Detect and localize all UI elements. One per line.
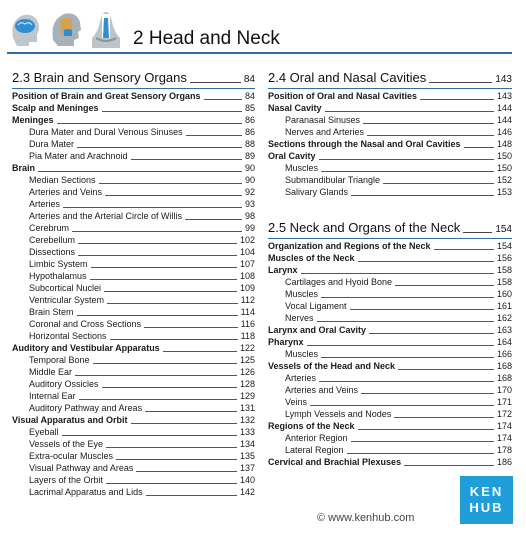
toc-entry-sub[interactable] <box>12 306 255 318</box>
toc-entry-title: Organization and Regions of the Neck <box>268 241 431 251</box>
toc-entry-sub[interactable] <box>12 282 255 294</box>
toc-entry-sub[interactable] <box>12 390 255 402</box>
leader-line <box>394 417 494 418</box>
toc-entry-main[interactable] <box>268 150 512 162</box>
leader-line <box>351 441 494 442</box>
logo-line-1: KEN <box>469 484 504 499</box>
leader-line <box>163 351 237 352</box>
toc-entry-page: 146 <box>496 127 512 137</box>
toc-entry-title: Cervical and Brachial Plexuses <box>268 457 402 467</box>
toc-entry-title: Temporal Bone <box>29 355 90 365</box>
toc-entry-sub[interactable] <box>268 312 512 324</box>
leader-line <box>358 261 494 262</box>
toc-entry-title: Position of Oral and Nasal Cavities <box>268 91 418 101</box>
toc-entry-page: 107 <box>239 259 255 269</box>
toc-entry-sub[interactable] <box>268 348 512 360</box>
toc-entry-title: Auditory and Vestibular Apparatus <box>12 343 160 353</box>
toc-entry-sub[interactable] <box>12 378 255 390</box>
toc-entry-page: 104 <box>239 247 255 257</box>
toc-entry-page: 164 <box>496 337 512 347</box>
toc-entry-page: 132 <box>239 415 255 425</box>
toc-entry-main[interactable] <box>12 102 255 114</box>
toc-entry-sub[interactable] <box>268 300 512 312</box>
leader-line <box>145 411 237 412</box>
leader-line <box>79 399 237 400</box>
section-title: 2.4 Oral and Nasal Cavities <box>268 70 427 85</box>
toc-entry-title: Nerves and Arteries <box>285 127 365 137</box>
leader-line <box>105 195 242 196</box>
toc-entry-page: 142 <box>239 487 255 497</box>
toc-entry-sub[interactable] <box>12 450 255 462</box>
leader-line <box>347 453 494 454</box>
leader-line <box>116 459 237 460</box>
toc-entry-title: Larynx <box>268 265 298 275</box>
toc-entry-page: 144 <box>496 115 512 125</box>
toc-entry-sub[interactable] <box>12 462 255 474</box>
leader-line <box>77 147 242 148</box>
toc-entry-main[interactable] <box>268 252 512 264</box>
leader-line <box>106 447 237 448</box>
toc-entry-title: Arteries and the Arterial Circle of Willis <box>29 211 183 221</box>
toc-entry-title: Visual Apparatus and Orbit <box>12 415 128 425</box>
leader-line <box>102 111 242 112</box>
toc-entry-page: 116 <box>240 319 255 329</box>
toc-entry-title: Paranasal Sinuses <box>285 115 361 125</box>
leader-line <box>464 147 494 148</box>
toc-entry-page: 128 <box>239 379 255 389</box>
leader-line <box>90 279 237 280</box>
leader-line <box>38 171 242 172</box>
leader-line <box>310 405 494 406</box>
leader-line <box>307 345 494 346</box>
section-page: 154 <box>495 224 512 235</box>
toc-entry-sub[interactable] <box>12 318 255 330</box>
toc-entry-title: Cartilages and Hyoid Bone <box>285 277 393 287</box>
toc-entry-page: 112 <box>240 295 255 305</box>
toc-entry-main[interactable] <box>268 324 512 336</box>
toc-entry-title: Nasal Cavity <box>268 103 322 113</box>
toc-entry-sub[interactable] <box>12 186 255 198</box>
toc-entry-title: Nerves <box>285 313 314 323</box>
toc-entry-sub[interactable] <box>268 432 512 444</box>
leader-line <box>57 123 242 124</box>
toc-entry-title: Dissections <box>29 247 76 257</box>
section-rule <box>12 88 255 89</box>
toc-entry-title: Submandibular Triangle <box>285 175 381 185</box>
toc-entry-sub[interactable] <box>12 150 255 162</box>
toc-entry-sub[interactable] <box>12 474 255 486</box>
toc-entry-title: Meninges <box>12 115 54 125</box>
neck-icon <box>88 8 124 48</box>
toc-entry-title: Cerebellum <box>29 235 76 245</box>
toc-entry-sub[interactable] <box>268 174 512 186</box>
toc-entry-main[interactable] <box>12 162 255 174</box>
toc-entry-title: Layers of the Orbit <box>29 475 104 485</box>
toc-entry-page: 90 <box>244 163 255 173</box>
toc-entry-title: Middle Ear <box>29 367 73 377</box>
leader-line <box>429 82 492 83</box>
header-rule <box>7 52 512 54</box>
toc-entry-page: 98 <box>244 211 255 221</box>
toc-entry-title: Lacrimal Apparatus and Lids <box>29 487 143 497</box>
toc-entry-title: Lateral Region <box>285 445 344 455</box>
leader-line <box>93 363 237 364</box>
toc-entry-page: 84 <box>244 91 255 101</box>
toc-entry-page: 131 <box>239 403 255 413</box>
section-page: 143 <box>495 74 512 85</box>
toc-entry-sub[interactable] <box>12 222 255 234</box>
leader-line <box>72 231 242 232</box>
toc-entry-main[interactable] <box>268 138 512 150</box>
toc-entry-page: 92 <box>244 187 255 197</box>
toc-entry-main[interactable] <box>268 336 512 348</box>
toc-entry-page: 170 <box>496 385 512 395</box>
section-title: 2.3 Brain and Sensory Organs <box>12 70 187 85</box>
kenhub-logo <box>460 476 513 524</box>
toc-entry-page: 152 <box>496 175 512 185</box>
toc-entry-page: 144 <box>496 103 512 113</box>
leader-line <box>131 159 242 160</box>
leader-line <box>350 309 494 310</box>
leader-line <box>369 333 494 334</box>
toc-entry-page: 125 <box>239 355 255 365</box>
toc-entry-sub[interactable] <box>12 174 255 186</box>
leader-line <box>404 465 494 466</box>
toc-entry-sub[interactable] <box>268 114 512 126</box>
leader-line <box>319 381 494 382</box>
leader-line <box>361 393 494 394</box>
toc-entry-page: 122 <box>239 343 255 353</box>
leader-line <box>62 435 237 436</box>
toc-entry-sub[interactable] <box>268 162 512 174</box>
leader-line <box>395 285 494 286</box>
toc-entry-main[interactable] <box>268 456 512 468</box>
section-rule <box>268 238 512 239</box>
toc-entry-page: 143 <box>496 91 512 101</box>
leader-line <box>358 429 494 430</box>
leader-line <box>204 99 242 100</box>
toc-entry-sub[interactable] <box>268 396 512 408</box>
toc-entry-sub[interactable] <box>12 246 255 258</box>
toc-entry-page: 133 <box>239 427 255 437</box>
toc-entry-page: 93 <box>244 199 255 209</box>
leader-line <box>186 135 242 136</box>
toc-entry-sub[interactable] <box>12 126 255 138</box>
leader-line <box>77 315 238 316</box>
toc-entry-page: 86 <box>244 127 255 137</box>
leader-line <box>78 243 237 244</box>
toc-entry-main[interactable] <box>12 342 255 354</box>
toc-entry-title: Vessels of the Eye <box>29 439 104 449</box>
toc-entry-title: Muscles <box>285 289 319 299</box>
toc-entry-page: 158 <box>496 265 512 275</box>
leader-line <box>367 135 494 136</box>
leader-line <box>144 327 238 328</box>
toc-entry-sub[interactable] <box>12 438 255 450</box>
toc-entry-main[interactable] <box>268 420 512 432</box>
toc-entry-page: 150 <box>496 163 512 173</box>
leader-line <box>136 471 237 472</box>
toc-entry-page: 160 <box>496 289 512 299</box>
toc-entry-title: Ventricular System <box>29 295 105 305</box>
toc-entry-title: Vessels of the Head and Neck <box>268 361 396 371</box>
toc-entry-title: Cerebrum <box>29 223 70 233</box>
toc-entry-page: 108 <box>239 271 255 281</box>
leader-line <box>102 387 237 388</box>
toc-entry-sub[interactable] <box>12 234 255 246</box>
toc-entry-sub[interactable] <box>12 486 255 498</box>
toc-entry-title: Oral Cavity <box>268 151 316 161</box>
toc-entry-sub[interactable] <box>12 354 255 366</box>
leader-line <box>363 123 494 124</box>
toc-entry-title: Muscles of the Neck <box>268 253 355 263</box>
toc-entry-main[interactable] <box>12 90 255 102</box>
leader-line <box>317 321 494 322</box>
toc-entry-main[interactable] <box>12 414 255 426</box>
toc-entry-sub[interactable] <box>12 270 255 282</box>
toc-entry-sub[interactable] <box>268 444 512 456</box>
section-heading[interactable] <box>268 218 512 236</box>
toc-entry-sub[interactable] <box>12 138 255 150</box>
toc-entry-page: 163 <box>496 325 512 335</box>
toc-entry-page: 85 <box>244 103 255 113</box>
section-title: 2.5 Neck and Organs of the Neck <box>268 220 461 235</box>
toc-entry-title: Vocal Ligament <box>285 301 347 311</box>
toc-entry-page: 178 <box>496 445 512 455</box>
section-rule <box>268 88 512 89</box>
section-heading[interactable] <box>268 68 512 86</box>
toc-entry-title: Dura Mater and Dural Venous Sinuses <box>29 127 183 137</box>
leader-line <box>75 375 237 376</box>
toc-entry-sub[interactable] <box>12 210 255 222</box>
toc-entry-page: 153 <box>496 187 512 197</box>
leader-line <box>99 183 242 184</box>
toc-entry-main[interactable] <box>268 264 512 276</box>
leader-line <box>190 82 241 83</box>
toc-entry-title: Median Sections <box>29 175 96 185</box>
toc-entry-title: Hypothalamus <box>29 271 87 281</box>
toc-entry-title: Arteries and Veins <box>285 385 359 395</box>
toc-entry-sub[interactable] <box>12 198 255 210</box>
leader-line <box>106 483 237 484</box>
toc-entry-page: 89 <box>244 151 255 161</box>
toc-entry-page: 135 <box>239 451 255 461</box>
toc-entry-main[interactable] <box>12 114 255 126</box>
toc-entry-page: 90 <box>244 175 255 185</box>
toc-entry-page: 86 <box>244 115 255 125</box>
toc-entry-page: 162 <box>496 313 512 323</box>
toc-entry-title: Arteries <box>29 199 61 209</box>
toc-entry-title: Muscles <box>285 163 319 173</box>
toc-entry-page: 154 <box>496 241 512 251</box>
toc-entry-sub[interactable] <box>268 126 512 138</box>
toc-entry-page: 109 <box>239 283 255 293</box>
copyright-text: © www.kenhub.com <box>317 512 415 524</box>
toc-entry-sub[interactable] <box>268 288 512 300</box>
leader-line <box>319 159 494 160</box>
logo-line-2: HUB <box>469 500 504 515</box>
toc-entry-sub[interactable] <box>12 366 255 378</box>
toc-entry-title: Larynx and Oral Cavity <box>268 325 367 335</box>
leader-line <box>420 99 494 100</box>
leader-line <box>351 195 494 196</box>
toc-entry-page: 174 <box>496 433 512 443</box>
leader-line <box>321 357 494 358</box>
toc-entry-main[interactable] <box>268 360 512 372</box>
toc-entry-sub[interactable] <box>12 258 255 270</box>
leader-line <box>398 369 494 370</box>
leader-line <box>321 171 494 172</box>
toc-entry-title: Visual Pathway and Areas <box>29 463 134 473</box>
leader-line <box>383 183 494 184</box>
toc-entry-title: Position of Brain and Great Sensory Organs <box>12 91 201 101</box>
toc-entry-title: Eyeball <box>29 427 59 437</box>
toc-entry-title: Coronal and Cross Sections <box>29 319 142 329</box>
toc-entry-title: Horizontal Sections <box>29 331 107 341</box>
toc-entry-page: 148 <box>496 139 512 149</box>
toc-entry-title: Pharynx <box>268 337 304 347</box>
chapter-title: 2 Head and Neck <box>133 28 280 49</box>
toc-entry-sub[interactable] <box>268 384 512 396</box>
toc-entry-title: Auditory Pathway and Areas <box>29 403 143 413</box>
toc-entry-sub[interactable] <box>12 426 255 438</box>
toc-entry-title: Brain Stem <box>29 307 74 317</box>
toc-entry-page: 140 <box>239 475 255 485</box>
toc-entry-title: Arteries and Veins <box>29 187 103 197</box>
head-icon <box>48 8 84 48</box>
toc-entry-title: Arteries <box>285 373 317 383</box>
toc-entry-page: 172 <box>496 409 512 419</box>
leader-line <box>110 339 238 340</box>
toc-entry-page: 168 <box>496 361 512 371</box>
toc-entry-title: Sections through the Nasal and Oral Cavities <box>268 139 461 149</box>
toc-entry-page: 166 <box>496 349 512 359</box>
leader-line <box>131 423 237 424</box>
toc-entry-sub[interactable] <box>268 408 512 420</box>
toc-entry-title: Extra-ocular Muscles <box>29 451 114 461</box>
leader-line <box>185 219 242 220</box>
toc-entry-sub[interactable] <box>12 402 255 414</box>
leader-line <box>104 291 237 292</box>
toc-entry-page: 150 <box>496 151 512 161</box>
toc-entry-page: 134 <box>239 439 255 449</box>
toc-entry-main[interactable] <box>268 240 512 252</box>
toc-entry-page: 102 <box>239 235 255 245</box>
toc-entry-page: 114 <box>240 307 255 317</box>
toc-entry-title: Auditory Ossicles <box>29 379 99 389</box>
toc-entry-page: 88 <box>244 139 255 149</box>
toc-entry-sub[interactable] <box>268 276 512 288</box>
toc-entry-sub[interactable] <box>268 186 512 198</box>
leader-line <box>146 495 237 496</box>
toc-entry-title: Internal Ear <box>29 391 76 401</box>
leader-line <box>63 207 242 208</box>
toc-entry-page: 158 <box>496 277 512 287</box>
section-page: 84 <box>243 74 255 85</box>
toc-entry-page: 99 <box>244 223 255 233</box>
chapter-header <box>0 0 526 56</box>
toc-entry-page: 129 <box>239 391 255 401</box>
leader-line <box>301 273 494 274</box>
leader-line <box>325 111 494 112</box>
toc-entry-sub[interactable] <box>268 372 512 384</box>
toc-entry-sub[interactable] <box>12 294 255 306</box>
toc-entry-page: 118 <box>240 331 255 341</box>
leader-line <box>78 255 237 256</box>
toc-entry-title: Dura Mater <box>29 139 75 149</box>
toc-entry-title: Pia Mater and Arachnoid <box>29 151 128 161</box>
toc-entry-title: Limbic System <box>29 259 88 269</box>
toc-entry-page: 126 <box>239 367 255 377</box>
toc-entry-title: Subcortical Nuclei <box>29 283 102 293</box>
leader-line <box>463 232 492 233</box>
toc-entry-page: 161 <box>496 301 512 311</box>
toc-entry-page: 174 <box>496 421 512 431</box>
toc-entry-page: 168 <box>496 373 512 383</box>
leader-line <box>434 249 494 250</box>
toc-entry-main[interactable] <box>268 102 512 114</box>
section-heading[interactable] <box>12 68 255 86</box>
toc-entry-title: Brain <box>12 163 36 173</box>
toc-entry-page: 186 <box>496 457 512 467</box>
toc-entry-page: 171 <box>496 397 512 407</box>
toc-entry-title: Muscles <box>285 349 319 359</box>
toc-entry-page: 137 <box>239 463 255 473</box>
brain-icon <box>7 8 43 48</box>
toc-entry-title: Scalp and Meninges <box>12 103 99 113</box>
toc-entry-title: Salivary Glands <box>285 187 349 197</box>
toc-entry-title: Lymph Vessels and Nodes <box>285 409 392 419</box>
leader-line <box>321 297 494 298</box>
toc-entry-title: Anterior Region <box>285 433 348 443</box>
leader-line <box>107 303 238 304</box>
leader-line <box>91 267 237 268</box>
toc-entry-page: 156 <box>496 253 512 263</box>
toc-entry-title: Regions of the Neck <box>268 421 355 431</box>
toc-entry-main[interactable] <box>268 90 512 102</box>
toc-entry-title: Veins <box>285 397 308 407</box>
toc-entry-sub[interactable] <box>12 330 255 342</box>
